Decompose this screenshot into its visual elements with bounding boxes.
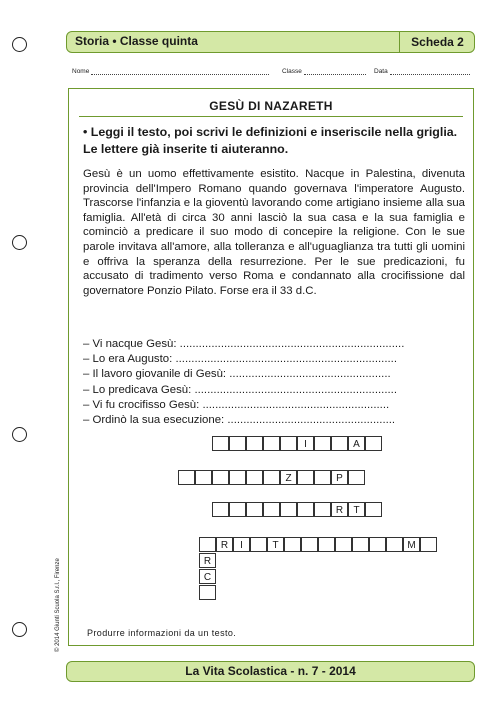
crossword-cell[interactable] bbox=[263, 502, 280, 517]
definition-item[interactable]: – Lo predicava Gesù: ................................................................ bbox=[83, 383, 397, 396]
crossword-cell[interactable]: P bbox=[331, 470, 348, 485]
definitions-list bbox=[83, 337, 463, 428]
copyright-note: © 2014 Giunti Scuola S.r.l., Firenze bbox=[55, 558, 61, 652]
crossword-cell[interactable] bbox=[178, 470, 195, 485]
crossword-cell[interactable] bbox=[250, 537, 267, 552]
crossword-cell[interactable]: R bbox=[216, 537, 233, 552]
crossword-cell[interactable]: R bbox=[199, 553, 216, 568]
crossword-cell[interactable]: I bbox=[297, 436, 314, 451]
binder-hole bbox=[12, 235, 27, 250]
crossword-cell[interactable] bbox=[263, 436, 280, 451]
crossword-cell[interactable] bbox=[335, 537, 352, 552]
crossword-cell[interactable]: C bbox=[199, 569, 216, 584]
page-title: GESÙ DI NAZARETH bbox=[209, 99, 333, 113]
class-label: Classe bbox=[282, 68, 302, 75]
exercise-card bbox=[68, 88, 474, 646]
crossword-cell[interactable] bbox=[369, 537, 386, 552]
crossword-cell[interactable] bbox=[212, 436, 229, 451]
date-field[interactable] bbox=[390, 68, 470, 75]
crossword-cell[interactable]: I bbox=[233, 537, 250, 552]
crossword-cell[interactable] bbox=[199, 585, 216, 600]
crossword-cell[interactable] bbox=[246, 436, 263, 451]
crossword-cell[interactable] bbox=[280, 436, 297, 451]
definition-item[interactable]: – Ordinò la sua esecuzione: ..................................................... bbox=[83, 414, 396, 427]
crossword-cell[interactable] bbox=[348, 470, 365, 485]
crossword-cell[interactable] bbox=[352, 537, 369, 552]
subject-label: Storia • Classe quinta bbox=[75, 34, 198, 48]
learning-objective: Produrre informazioni da un testo. bbox=[87, 628, 237, 638]
crossword-cell[interactable] bbox=[199, 537, 216, 552]
sheet-label: Scheda 2 bbox=[411, 35, 464, 49]
crossword-cell[interactable]: R bbox=[331, 502, 348, 517]
crossword-cell[interactable] bbox=[263, 470, 280, 485]
binder-hole bbox=[12, 622, 27, 637]
crossword-cell[interactable] bbox=[314, 470, 331, 485]
crossword-cell[interactable] bbox=[420, 537, 437, 552]
crossword-cell[interactable] bbox=[284, 537, 301, 552]
crossword-cell[interactable] bbox=[331, 436, 348, 451]
crossword-cell[interactable] bbox=[318, 537, 335, 552]
crossword-cell[interactable]: M bbox=[403, 537, 420, 552]
date-label: Data bbox=[374, 68, 388, 75]
crossword-cell[interactable] bbox=[280, 502, 297, 517]
name-field[interactable] bbox=[91, 68, 269, 75]
binder-hole bbox=[12, 427, 27, 442]
crossword-cell[interactable] bbox=[297, 470, 314, 485]
definition-item[interactable]: – Vi fu crocifisso Gesù: ........................................................... bbox=[83, 398, 390, 411]
crossword-cell[interactable] bbox=[246, 502, 263, 517]
header-bar bbox=[66, 31, 475, 53]
sheet-box bbox=[399, 32, 475, 52]
definition-item[interactable]: – Vi nacque Gesù: ....................................................................... bbox=[83, 338, 405, 350]
crossword-cell[interactable] bbox=[229, 436, 246, 451]
footer-bar: La Vita Scolastica - n. 7 - 2014 bbox=[66, 661, 475, 682]
crossword-cell[interactable] bbox=[386, 537, 403, 552]
title-divider bbox=[79, 116, 463, 117]
crossword-cell[interactable] bbox=[246, 470, 263, 485]
crossword-cell[interactable] bbox=[365, 436, 382, 451]
class-field[interactable] bbox=[304, 68, 366, 75]
name-label: Nome bbox=[72, 68, 90, 75]
instruction-text: • Leggi il testo, poi scrivi le definizioni e inseriscile nella griglia. Le lettere già inserite ti aiuteranno. bbox=[83, 125, 458, 156]
crossword-cell[interactable] bbox=[314, 436, 331, 451]
crossword-cell[interactable]: Z bbox=[280, 470, 297, 485]
crossword-cell[interactable] bbox=[229, 502, 246, 517]
definition-item[interactable]: – Lo era Augusto: ...................................................................... bbox=[83, 353, 397, 366]
crossword-cell[interactable] bbox=[301, 537, 318, 552]
crossword-cell[interactable]: A bbox=[348, 436, 365, 451]
crossword-cell[interactable] bbox=[314, 502, 331, 517]
crossword-cell[interactable] bbox=[195, 470, 212, 485]
reading-passage: Gesù è un uomo effettivamente esistito. Nacque in Palestina, divenuta provincia dell'Impero Romano quando governava l'imperatore Augusto. Trascorse l'infanzia e la gioventù lavorando come artigiano insieme alla sua famiglia. All'età di circa 30 anni lasciò la sua casa e la sua famiglia e cominciò a predicare il suo modo di concepire la religione. Con le sue parole invitava all'amore, alla tolleranza e all'uguaglianza tra tutti gli uomini e offriva la speranza della resurrezione. Per le sue predicazioni, fu accusato di tradimento verso Roma e condannato alla crocifissione dal governatore Ponzio Pilato. Forse era il 33 d.C. bbox=[83, 168, 465, 297]
crossword-cell[interactable] bbox=[212, 470, 229, 485]
crossword-cell[interactable] bbox=[229, 470, 246, 485]
crossword-cell[interactable] bbox=[297, 502, 314, 517]
crossword-cell[interactable]: T bbox=[348, 502, 365, 517]
crossword-cell[interactable]: T bbox=[267, 537, 284, 552]
crossword-cell[interactable] bbox=[212, 502, 229, 517]
crossword-cell[interactable] bbox=[365, 502, 382, 517]
binder-hole bbox=[12, 37, 27, 52]
definition-item[interactable]: – Il lavoro giovanile di Gesù: ................................................... bbox=[83, 368, 391, 381]
